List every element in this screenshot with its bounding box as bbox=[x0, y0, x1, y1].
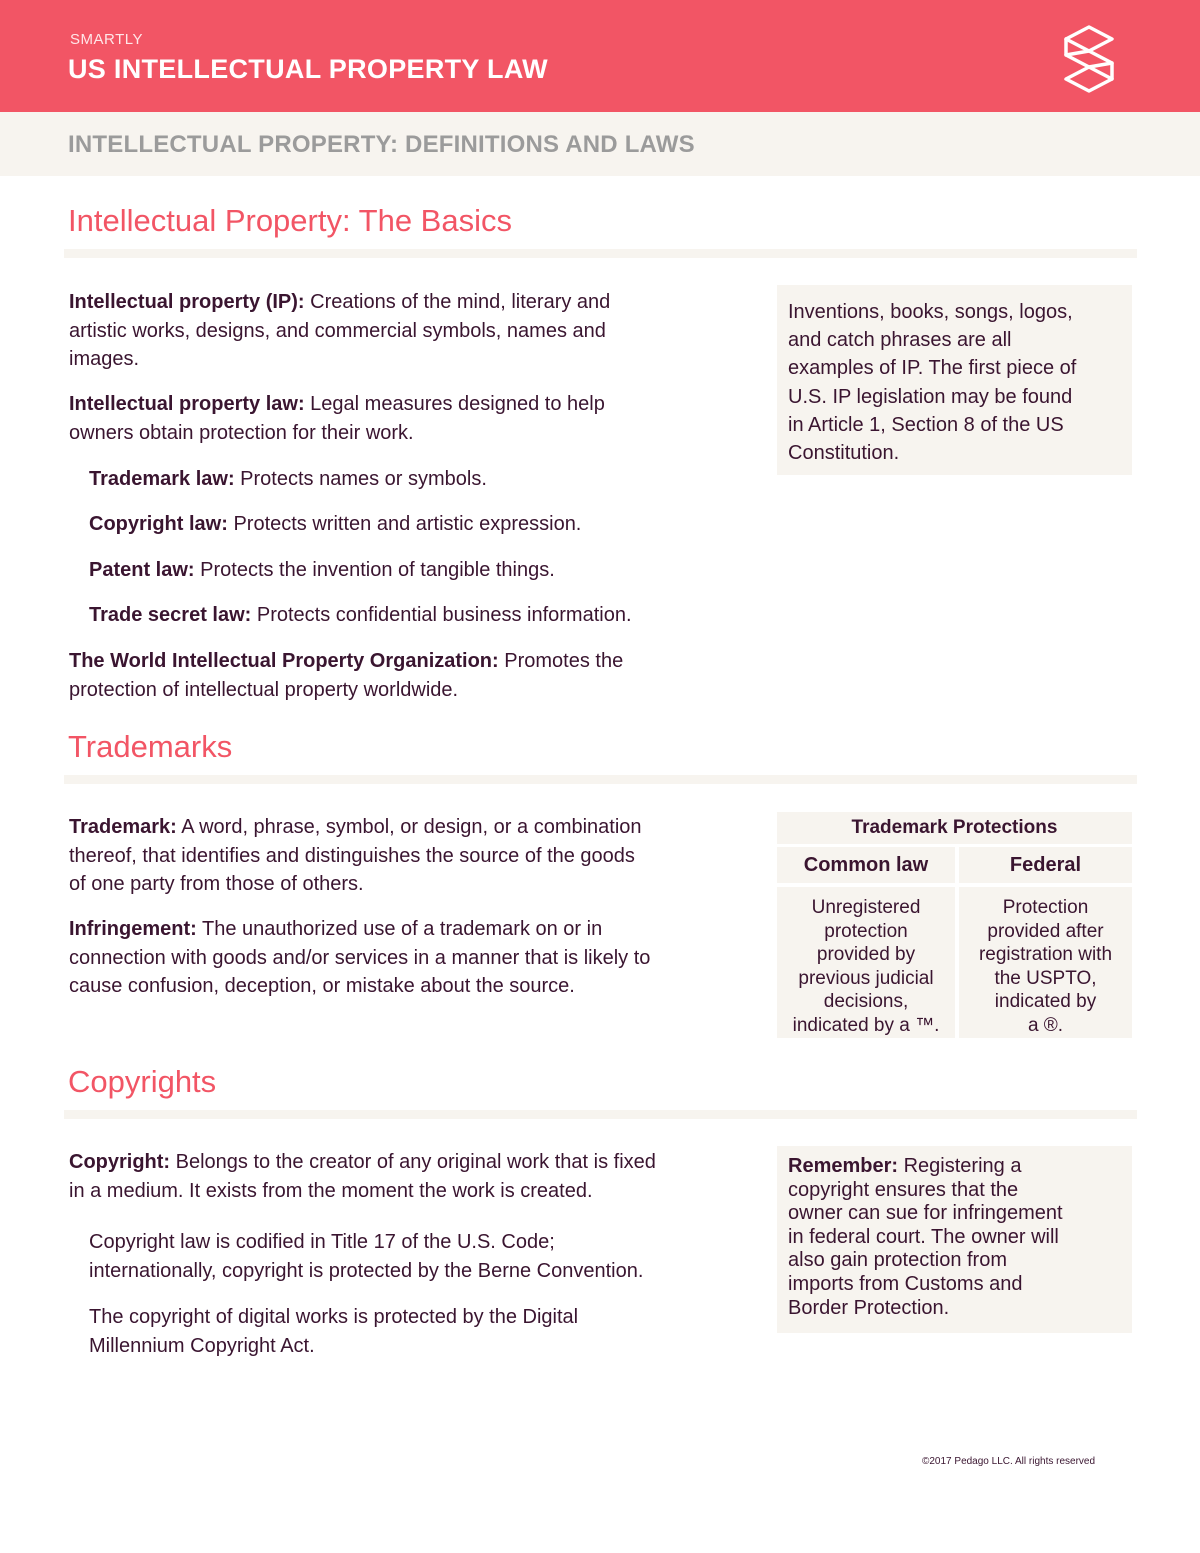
section-divider bbox=[64, 1110, 1137, 1119]
definition-patent-law: Patent law: Protects the invention of tangible things. bbox=[89, 559, 555, 581]
section-title-copyrights: Copyrights bbox=[68, 1064, 217, 1099]
brand-name: SMARTLY bbox=[70, 31, 143, 48]
column-header-common-law: Common law bbox=[777, 847, 955, 883]
column-header-federal: Federal bbox=[959, 847, 1132, 883]
definition-infringement: Infringement: The unauthorized use of a trademark on or in connection with goods and/or services in a manner that is likely to cause confusion, deception, or mistake about the source. bbox=[69, 918, 651, 997]
copyright-note-title17: Copyright law is codified in Title 17 of the U.S. Code; internationally, copyright is protected by the Berne Convention. bbox=[89, 1231, 644, 1282]
table-cell-common-law: Unregistered protection provided by previous judicial decisions, indicated by a ™. bbox=[777, 887, 955, 1038]
definition-wipo: The World Intellectual Property Organization: Promotes the protection of intellectual property worldwide. bbox=[69, 650, 624, 701]
definition-ip: Intellectual property (IP): Creations of the mind, literary and artistic works, designs, and commercial symbols, names and images. bbox=[69, 291, 611, 370]
document-title: US INTELLECTUAL PROPERTY LAW bbox=[68, 54, 548, 84]
section-title-basics: Intellectual Property: The Basics bbox=[68, 203, 512, 238]
subheader-title: INTELLECTUAL PROPERTY: DEFINITIONS AND LAWS bbox=[68, 131, 695, 158]
section-title-trademarks: Trademarks bbox=[68, 729, 233, 764]
header-bar bbox=[0, 0, 1200, 112]
sidebar-text-remember: Remember: Registering a copyright ensures that the owner can sue for infringement in federal court. The owner will also gain protection from imports from Customs and Border Protection. bbox=[788, 1155, 1063, 1319]
definition-trademark-law: Trademark law: Protects names or symbols. bbox=[89, 468, 487, 490]
definition-trademark: Trademark: A word, phrase, symbol, or design, or a combination thereof, that identifies and distinguishes the source of the goods of one party from those of others. bbox=[69, 816, 642, 895]
definition-copyright: Copyright: Belongs to the creator of any original work that is fixed in a medium. It exists from the moment the work is created. bbox=[69, 1151, 656, 1202]
definition-ip-law: Intellectual property law: Legal measures designed to help owners obtain protection for their work. bbox=[69, 393, 605, 444]
definition-copyright-law: Copyright law: Protects written and artistic expression. bbox=[89, 513, 582, 535]
table-cell-federal: Protection provided after registration with the USPTO, indicated by a ®. bbox=[959, 887, 1132, 1038]
footer-copyright: ©2017 Pedago LLC. All rights reserved bbox=[922, 1456, 1096, 1467]
section-divider bbox=[64, 775, 1137, 784]
section-divider bbox=[64, 249, 1137, 258]
copyright-note-dmca: The copyright of digital works is protected by the Digital Millennium Copyright Act. bbox=[89, 1306, 579, 1357]
definition-trade-secret-law: Trade secret law: Protects confidential business information. bbox=[89, 604, 632, 626]
sidebar-text-ip-examples: Inventions, books, songs, logos, and catch phrases are all examples of IP. The first piece of U.S. IP legislation may be found in Article 1, Section 8 of the US Constitution. bbox=[788, 301, 1077, 465]
smartly-logo-icon bbox=[1062, 24, 1116, 94]
table-title: Trademark Protections bbox=[777, 812, 1132, 844]
